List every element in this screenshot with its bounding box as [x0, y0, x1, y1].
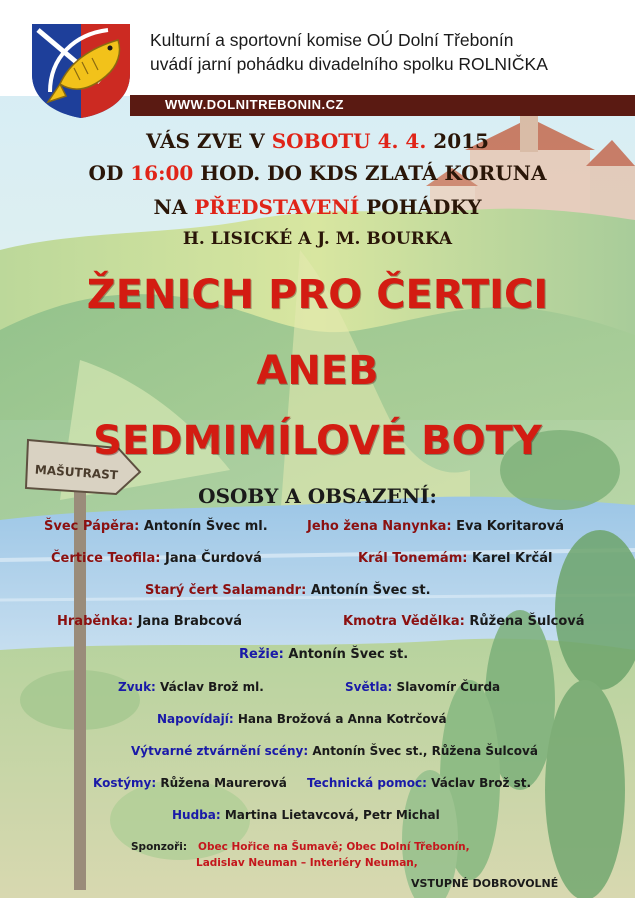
- header-presents-line: uvádí jarní pohádku divadelního spolku ROLNIČKA: [150, 54, 548, 74]
- crew-person: Václav Brož st.: [431, 776, 532, 790]
- event-time: 16:00: [130, 161, 194, 185]
- crew-entry: [118, 680, 264, 694]
- crew-entry: [239, 647, 408, 662]
- cast-actor: Antonín Švec ml.: [143, 519, 268, 534]
- crew-entry: [131, 744, 538, 758]
- invite-text: NA: [153, 195, 195, 219]
- cast-entry: [358, 551, 552, 566]
- crew-role: Zvuk:: [118, 680, 156, 694]
- sponsors-list: Ladislav Neuman – Interiéry Neuman,: [196, 857, 418, 869]
- invite-show-line: [0, 195, 635, 219]
- crew-person: Antonín Švec st.: [288, 647, 409, 662]
- cast-heading: OSOBY A OBSAZENÍ:: [198, 484, 437, 508]
- crew-person: Antonín Švec st., Růžena Šulcová: [312, 744, 538, 758]
- play-title-line1: ŽENICH PRO ČERTICI: [86, 272, 549, 318]
- crew-person: Václav Brož ml.: [160, 680, 264, 694]
- cast-actor: Karel Krčál: [471, 551, 553, 566]
- invite-time-line: [0, 161, 635, 185]
- invite-text: VÁS ZVE V: [146, 129, 272, 153]
- cast-entry: [51, 551, 262, 566]
- cast-actor: Jana Brabcová: [137, 614, 243, 629]
- invite-date-line: [0, 129, 635, 153]
- crew-role: Hudba:: [172, 808, 221, 822]
- invite-text: HOD. DO KDS ZLATÁ KORUNA: [193, 161, 547, 185]
- invite-authors-line: H. LISICKÉ A J. M. BOURKA: [182, 229, 453, 249]
- municipal-crest-icon: [30, 22, 132, 118]
- cast-role: Švec Pápěra:: [44, 519, 140, 534]
- crew-role: Technická pomoc:: [307, 776, 427, 790]
- crew-entry: [307, 776, 531, 790]
- crew-role: Výtvarné ztvárnění scény:: [131, 744, 309, 758]
- sponsors-line1: [131, 841, 470, 853]
- cast-role: Jeho žena Nanynka:: [307, 519, 452, 534]
- website-band: [130, 95, 635, 116]
- crew-person: Slavomír Čurda: [396, 680, 501, 694]
- event-date: SOBOTU 4. 4.: [271, 129, 427, 153]
- crew-role: Světla:: [345, 680, 393, 694]
- cast-actor: Eva Koritarová: [456, 519, 564, 534]
- cast-role: Král Tonemám:: [358, 551, 468, 566]
- cast-actor: Jana Čurdová: [164, 551, 262, 566]
- play-title-line2: ANEB: [256, 348, 379, 394]
- cast-actor: Růžena Šulcová: [469, 614, 585, 629]
- invite-text: 2015: [426, 129, 489, 153]
- cast-entry: [343, 614, 585, 629]
- cast-role: Kmotra Vědělka:: [343, 614, 465, 629]
- invite-text: OD: [88, 161, 131, 185]
- header-organizer-line: Kulturní a sportovní komise OÚ Dolní Třebonín: [150, 30, 514, 50]
- crew-role: Napovídají:: [157, 712, 234, 726]
- crew-entry: [157, 712, 447, 726]
- cast-entry: [145, 583, 431, 598]
- admission-note: VSTUPNÉ DOBROVOLNÉ: [411, 877, 559, 890]
- cast-actor: Antonín Švec st.: [310, 583, 431, 598]
- play-title-line3: SEDMIMÍLOVÉ BOTY: [93, 418, 542, 464]
- invite-text: POHÁDKY: [359, 195, 482, 219]
- cast-entry: [57, 614, 242, 629]
- crew-person: Martina Lietavcová, Petr Michal: [224, 808, 440, 822]
- cast-entry: [44, 519, 268, 534]
- signpost-text: MAŠUTRAST: [34, 462, 119, 483]
- sponsors-line2: [196, 857, 418, 869]
- crew-person: Růžena Maurerová: [160, 776, 287, 790]
- cast-entry: [307, 519, 564, 534]
- crew-person: Hana Brožová a Anna Kotrčová: [237, 712, 447, 726]
- cast-role: Čertice Teofila:: [51, 551, 161, 566]
- sponsors-list: Obec Hořice na Šumavě; Obec Dolní Třebonín,: [198, 841, 470, 853]
- cast-role: Hraběnka:: [57, 614, 134, 629]
- website-link[interactable]: WWW.DOLNITREBONIN.CZ: [165, 97, 344, 112]
- sponsors-label: Sponzoři:: [131, 841, 188, 853]
- crew-role: Kostýmy:: [93, 776, 157, 790]
- show-word: PŘEDSTAVENÍ: [194, 195, 360, 219]
- crew-entry: [172, 808, 440, 822]
- cast-role: Starý čert Salamandr:: [145, 583, 307, 598]
- crew-entry: [345, 680, 500, 694]
- crew-role: Režie:: [239, 647, 284, 662]
- crew-entry: [93, 776, 287, 790]
